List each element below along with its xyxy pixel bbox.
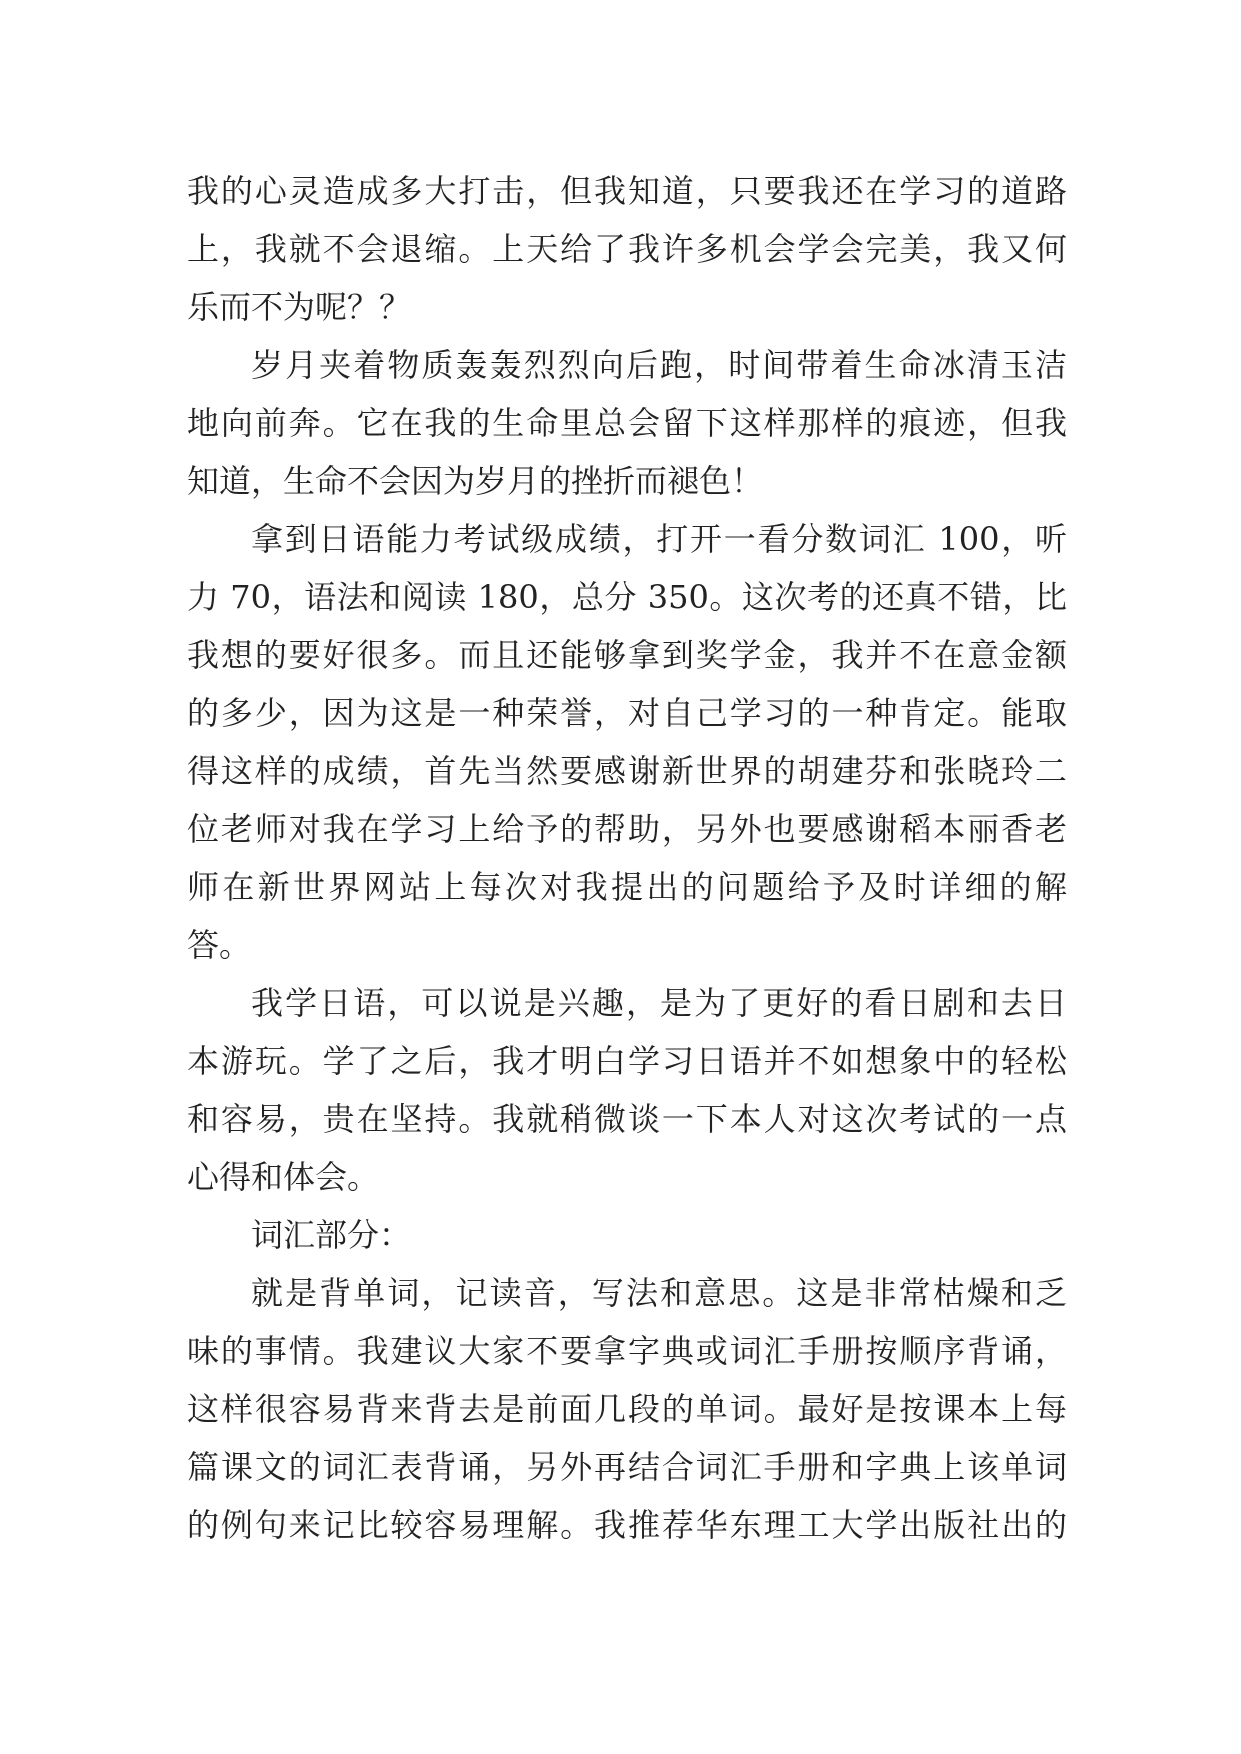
text-line: 力 70，语法和阅读 180，总分 350。这次考的还真不错，比: [187, 578, 1067, 616]
paragraph: [187, 510, 1067, 974]
text-line: 知道，生命不会因为岁月的挫折而褪色！: [187, 462, 764, 500]
section-heading: 词汇部分：: [251, 1216, 412, 1254]
text-line: 上，我就不会退缩。上天给了我许多机会学会完美，我又何: [187, 230, 1067, 268]
paragraph: [187, 1206, 1067, 1264]
paragraph: [187, 1264, 1067, 1554]
text-line: 岁月夹着物质轰轰烈烈向后跑，时间带着生命冰清玉洁: [251, 346, 1067, 384]
text-line: 位老师对我在学习上给予的帮助，另外也要感谢稻本丽香老: [187, 810, 1067, 848]
text-line: 我想的要好很多。而且还能够拿到奖学金，我并不在意金额: [187, 636, 1067, 674]
text-line: 答。: [187, 926, 252, 964]
text-line: 本游玩。学了之后，我才明白学习日语并不如想象中的轻松: [187, 1042, 1067, 1080]
text-line: 味的事情。我建议大家不要拿字典或词汇手册按顺序背诵，: [187, 1332, 1067, 1370]
text-line: 地向前奔。它在我的生命里总会留下这样那样的痕迹，但我: [187, 404, 1067, 442]
text-line: 我学日语，可以说是兴趣，是为了更好的看日剧和去日: [251, 984, 1067, 1022]
text-line: 得这样的成绩，首先当然要感谢新世界的胡建芬和张晓玲二: [187, 752, 1067, 790]
text-line: 的例句来记比较容易理解。我推荐华东理工大学出版社出的: [187, 1506, 1067, 1544]
text-line: 这样很容易背来背去是前面几段的单词。最好是按课本上每: [187, 1390, 1067, 1428]
text-line: 的多少，因为这是一种荣誉，对自己学习的一种肯定。能取: [187, 694, 1067, 732]
text-line: 和容易，贵在坚持。我就稍微谈一下本人对这次考试的一点: [187, 1100, 1067, 1138]
document-body: [187, 162, 1067, 1554]
text-line: 乐而不为呢？？: [187, 288, 412, 326]
text-line: 师在新世界网站上每次对我提出的问题给予及时详细的解: [187, 868, 1067, 906]
paragraph: [187, 162, 1067, 336]
text-line: 拿到日语能力考试级成绩，打开一看分数词汇 100，听: [251, 520, 1067, 558]
text-line: 篇课文的词汇表背诵，另外再结合词汇手册和字典上该单词: [187, 1448, 1067, 1486]
paragraph: [187, 336, 1067, 510]
text-line: 就是背单词，记读音，写法和意思。这是非常枯燥和乏: [251, 1274, 1067, 1312]
text-line: 心得和体会。: [187, 1158, 380, 1196]
paragraph: [187, 974, 1067, 1206]
text-line: 我的心灵造成多大打击，但我知道，只要我还在学习的道路: [187, 172, 1067, 210]
